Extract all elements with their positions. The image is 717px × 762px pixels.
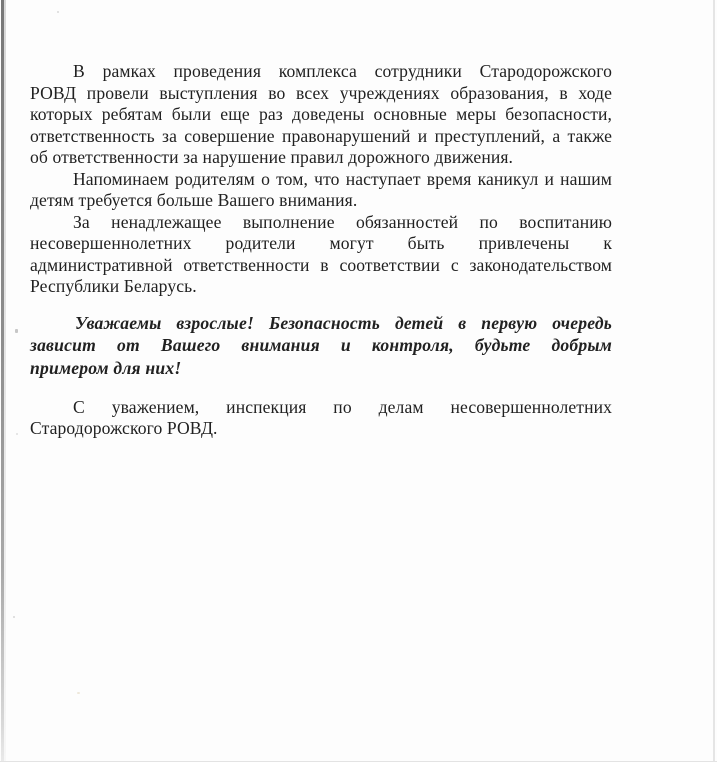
text-line: детям требуется больше Вашего внимания.: [30, 190, 358, 210]
text-line: За ненадлежащее выполнение обязанностей по воспитанию: [73, 211, 612, 232]
scan-speck: [57, 11, 59, 13]
text-line: зависит от Вашего внимания и контроля, будьте добрым: [30, 335, 612, 356]
text-line: Уважаемы взрослые! Безопасность детей в первую очередь: [75, 312, 612, 333]
text-line: административной ответственности в соответствии с законодательством: [30, 254, 612, 275]
paragraph-appeal: [30, 312, 612, 380]
text-line: об ответственности за нарушение правил дорожного движения.: [30, 147, 514, 167]
text-line: РОВД провели выступления во всех учреждениях образования, в ходе: [30, 82, 612, 103]
paragraph-liability: [30, 212, 612, 298]
scan-edge-right: [713, 0, 715, 762]
text-line: Республики Беларусь.: [30, 276, 197, 296]
scan-speck: [77, 692, 80, 694]
text-line: несовершеннолетних родители могут быть привлечены к: [30, 233, 612, 253]
scan-speck: [15, 329, 18, 333]
text-line: примером для них!: [30, 358, 182, 379]
scan-speck: [13, 616, 15, 618]
text-line: ответственность за совершение правонарушений и преступлений, а также: [30, 125, 612, 146]
scan-edge-left-halo: [4, 0, 6, 762]
document-body: [30, 61, 612, 440]
text-line: Стародорожского РОВД.: [30, 418, 218, 439]
text-line: В рамках проведения комплекса сотрудники Стародорожского: [73, 61, 612, 81]
text-line: Напоминаем родителям о том, что наступает время каникул и нашим: [73, 168, 612, 189]
paragraph-intro: [30, 61, 612, 169]
scan-speck: [16, 433, 18, 435]
text-line: которых ребятам были еще раз доведены основные меры безопасности,: [30, 104, 612, 124]
text-line: С уважением, инспекция по делам несовершеннолетних: [73, 396, 612, 417]
paragraph-reminder: [30, 169, 612, 212]
paragraph-signature: [30, 397, 612, 440]
